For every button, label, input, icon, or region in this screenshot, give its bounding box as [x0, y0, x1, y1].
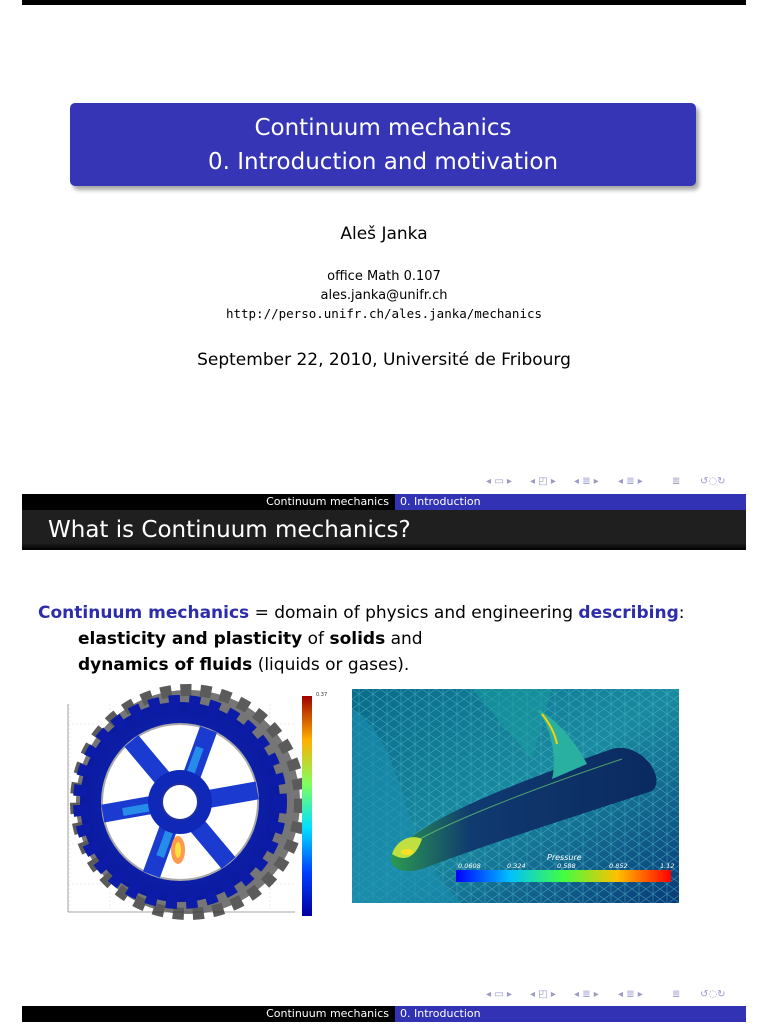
pressure-label: Pressure	[547, 853, 582, 862]
nav-section-icon[interactable]: ◂ ≣ ▸	[618, 989, 643, 1000]
pressure-tick: 1.12	[660, 862, 675, 870]
nav-search-icon[interactable]: ↺◌↻	[700, 476, 726, 487]
headline-section[interactable]: 0. Introduction	[395, 1006, 746, 1022]
pressure-tick: 0.852	[609, 862, 628, 870]
shuttle-pressure-image	[352, 689, 679, 903]
term-highlight: Continuum mechanics	[38, 603, 250, 623]
nav-search-icon[interactable]: ↺◌↻	[700, 989, 726, 1000]
nav-section-icon[interactable]: ◂ ≣ ▸	[618, 476, 643, 487]
presentation-date: September 22, 2010, Université de Fribourg	[197, 350, 571, 370]
headline-course[interactable]: Continuum mechanics	[22, 494, 395, 510]
solids-text: solids	[329, 629, 386, 649]
nav-align-icon[interactable]: ≣	[672, 476, 681, 487]
gear-stress-image	[30, 684, 346, 944]
fluids-text: dynamics of fluids	[78, 655, 253, 675]
definition-text	[38, 600, 685, 678]
presentation-title: Continuum mechanics	[254, 114, 512, 141]
nav-subsection-icon[interactable]: ◂ ◰ ▸	[530, 989, 556, 1000]
email-link[interactable]: ales.janka@unifr.ch	[320, 288, 448, 303]
pressure-tick: 0.588	[557, 862, 576, 870]
navigation-symbols[interactable]	[486, 476, 742, 492]
navigation-symbols[interactable]	[486, 989, 742, 1005]
title-box	[70, 103, 696, 186]
headline-section[interactable]: 0. Introduction	[395, 494, 746, 510]
author-name: Aleš Janka	[340, 224, 428, 244]
fluids-rest: (liquids or gases).	[252, 655, 410, 675]
colorbar-max-label: 0.37	[316, 692, 328, 698]
slide-headline	[22, 1006, 746, 1022]
office-info: office Math 0.107	[327, 269, 441, 284]
colon: :	[678, 603, 685, 623]
nav-frame-icon[interactable]: ◂ ▭ ▸	[486, 989, 512, 1000]
course-url-link[interactable]: http://perso.unifr.ch/ales.janka/mechanics	[225, 306, 543, 321]
pressure-tick: 0.0608	[458, 862, 481, 870]
elasticity-text: elasticity and plasticity	[78, 629, 303, 649]
nav-section-icon[interactable]: ◂ ≣ ▸	[574, 989, 599, 1000]
pressure-tick: 0.324	[507, 862, 526, 870]
nav-subsection-icon[interactable]: ◂ ◰ ▸	[530, 476, 556, 487]
headline-course[interactable]: Continuum mechanics	[22, 1006, 395, 1022]
of-text: of	[302, 629, 330, 649]
presentation-subtitle: 0. Introduction and motivation	[207, 148, 559, 175]
and-text: and	[385, 629, 423, 649]
describing-highlight: describing	[578, 603, 679, 623]
definition-rest: = domain of physics and engineering	[249, 603, 579, 623]
nav-section-icon[interactable]: ◂ ≣ ▸	[574, 476, 599, 487]
slide-headline	[22, 494, 746, 510]
nav-frame-icon[interactable]: ◂ ▭ ▸	[486, 476, 512, 487]
nav-align-icon[interactable]: ≣	[672, 989, 681, 1000]
top-headline-bar	[22, 0, 746, 5]
frame-title: What is Continuum mechanics?	[22, 510, 746, 550]
